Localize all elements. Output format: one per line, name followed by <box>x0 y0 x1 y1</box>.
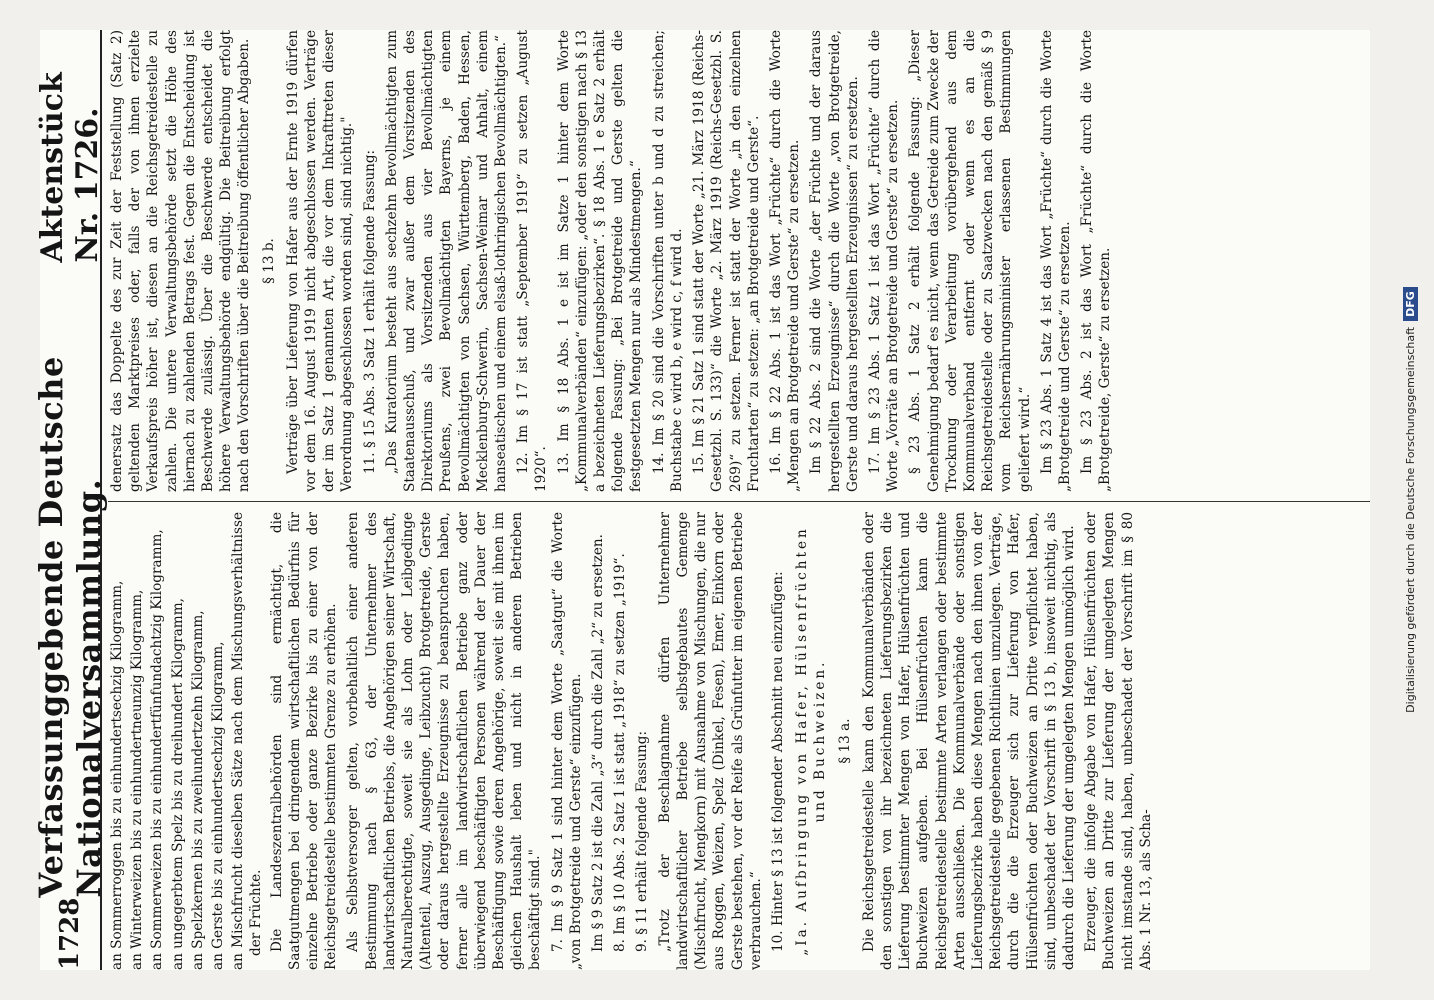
paragraph: § 23 Abs. 1 Satz 2 erhält folgende Fassung: „Dieser Genehmigung bedarf es nicht, wenn das Getreide zum Zwecke der Trocknung oder Verarbeitung vorübergehend aus dem Kommunalverband entfernt oder wenn es an die Reichsgetreidestelle oder zu Saatzwecken nach den gemäß § 9 vom Reichsernährungsminister erlassenen Bestimmungen geliefert wird.“ <box>907 30 1033 492</box>
list-item: an Gerste bis zu einhundertsechzig Kilogramm, <box>210 641 227 970</box>
dfg-logo: DFG <box>1403 287 1418 321</box>
list-item: an ungegerbtem Spelz bis zu dreihundert Kilogramm, <box>169 598 186 970</box>
section-heading: § 13 a. <box>836 718 853 764</box>
digitization-credit <box>1390 10 1430 990</box>
document-page <box>32 30 1370 970</box>
paragraph: 11. § 15 Abs. 3 Satz 1 erhält folgende Fassung: <box>361 149 378 474</box>
column-divider <box>108 501 1370 502</box>
page-header <box>32 30 108 970</box>
document-reference: Aktenstück Nr. 1726. <box>35 72 105 263</box>
paragraph: Im § 22 Abs. 2 sind die Worte „der Früchte und der daraus hergestellten Erzeugnisse“ durch die Worte „von Brotgetreide, Gerste und daraus hergestellten Erzeugnissen“ zu ersetzen. <box>808 30 861 492</box>
paragraph: Die Landeszentralbehörden sind ermächtigt, die Saatgutmengen bei dringendem wirtschaftlichen Bedürfnis für einzelne Betriebe oder ganze Bezirke bis zu einer von der Reichsgetreidestelle bestimmten Grenze zu erhöhen. <box>268 512 340 970</box>
list-item: an Mischfrucht dieselben Sätze nach dem Mischungsverhältnisse der Früchte. <box>230 512 265 970</box>
list-item: an Sommerroggen bis zu einhundertsechzig Kilogramm, <box>109 580 125 970</box>
list-item: an Winterweizen bis zu einhundertneunzig Kilogramm, <box>129 589 146 970</box>
header-title: Verfassunggebende Deutsche Nationalversammlung. <box>32 356 108 898</box>
paragraph: 14. Im § 20 sind die Vorschriften unter b und d zu streichen; Buchstabe c wird b, e wird c, f wird d. <box>650 30 685 492</box>
section-heading: § 13 b. <box>260 238 277 284</box>
list-item: an Spelzkernen bis zu zweihundertzehn Kilogramm, <box>189 610 206 970</box>
paragraph: 9. § 11 erhält folgende Fassung: <box>634 730 651 952</box>
paragraph: Im § 9 Satz 2 ist die Zahl „3“ durch die Zahl „2“ zu ersetzen. <box>590 533 607 952</box>
credit-text: Digitalisierung gefördert durch die Deutsche Forschungsgemeinschaft <box>1403 326 1417 713</box>
paragraph: „Das Kuratorium besteht aus sechzehn Bevollmächtigten zum Staatenausschuß, und zwar außer dem Vorsitzenden des Direktoriums als Vorsitzenden aus vier Bevollmächtigten Preußens, zwei Bevollmächtigten Bayerns, je einem Bevollmächtigten von Sachsen, Württemberg, Baden, Hessen, Mecklenburg-Schwerin, Sachsen-Weimar und Anhalt, einem hanseatischen und einem elsaß-lothringischen Bevollmächtigten.“ <box>383 30 510 492</box>
paragraph: 13. Im § 18 Abs. 1 e ist im Satze 1 hinter dem Worte „Kommunalverbänden“ einzufügen: „oder den sonstigen nach § 13 a bezeichneten Lieferungsbezirken“. § 18 Abs. 1 e Satz 2 erhält folgende Fassung: „Bei Brotgetreide und Gerste gelten die festgesetzten Mengen nur als Mindestmengen.“ <box>555 30 645 492</box>
paragraph: 15. Im § 21 Satz 1 sind statt der Worte „21. März 1918 (Reichs-Gesetzbl. S. 133)“ die Worte „2. März 1919 (Reichs-Gesetzbl. S. 269)“ zu setzen. Ferner ist statt der Worte „in den einzelnen Fruchtarten“ zu setzen: „an Brotgetreide und Gerste“. <box>691 30 762 492</box>
left-column <box>108 512 1370 970</box>
paragraph: denersatz das Doppelte des zur Zeit der Feststellung (Satz 2) geltenden Marktpreises oder, falls der von ihnen erzielte Verkaufspreis höher ist, diesen an die Reichsgetreidestelle zu zahlen. Die untere Verwaltungsbehörde setzt die Höhe des hiernach zu zahlenden Betrags fest. Gegen die Entscheidung ist Beschwerde zulässig. Über die Beschwerde entscheidet die höhere Verwaltungsbehörde endgültig. Die Beitreibung erfolgt nach den Vorschriften über die Beitreibung öffentlicher Abgaben. <box>109 30 253 492</box>
paragraph: 16. Im § 22 Abs. 1 ist das Wort „Früchte“ durch die Worte „Mengen an Brotgetreide und Gerste“ zu ersetzen. <box>767 30 803 492</box>
paragraph: 7. Im § 9 Satz 1 sind hinter dem Worte „Saatgut“ die Worte „von Brotgetreide und Gerste“ einzufügen. <box>549 512 584 970</box>
paragraph: „Trotz der Beschlagnahme dürfen Unternehmer landwirtschaftlicher Betriebe selbstgebautes Gemenge (Mischfrucht, Mengkorn) mit Ausnahme von Mischungen, die nur aus Roggen, Weizen, Spelz (Dinkel, Fesen), Emer, Einkorn oder Gerste bestehen, vor der Reife als Grünfutter im eigenen Betriebe verbrauchen.“ <box>656 512 764 970</box>
paragraph: 8. Im § 10 Abs. 2 Satz 1 ist statt „1918“ zu setzen „1919“. <box>612 553 629 952</box>
paragraph: Im § 23 Abs. 2 ist das Wort „Früchte“ durch die Worte „Brotgetreide, Gerste“ zu ersetzen. <box>1079 30 1114 492</box>
list-item: an Sommerweizen bis zu einhundertfünfundachtzig Kilogramm, <box>149 529 166 970</box>
paragraph: Im § 23 Abs. 1 Satz 4 ist das Wort „Früchte“ durch die Worte „Brotgetreide und Gerste“ zu ersetzen. <box>1038 30 1073 492</box>
section-title: „Ia. Aufbringung von Hafer, Hülsenfrüchten und Buchweizen. <box>794 526 829 956</box>
paragraph: Verträge über Lieferung von Hafer aus der Ernte 1919 dürfen vor dem 16. August 1919 nicht abgeschlossen werden. Verträge der im Satz 1 genannten Art, die vor dem Inkrafttreten dieser Verordnung abgeschlossen worden sind, sind nichtig." <box>284 30 356 492</box>
paragraph: 17. Im § 23 Abs. 1 Satz 1 ist das Wort „Früchte“ durch die Worte „Vorräte an Brotgetreide und Gerste“ zu ersetzen. <box>866 30 902 492</box>
paragraph: 10. Hinter § 13 ist folgender Abschnitt neu einzufügen: <box>769 571 786 952</box>
page-number: 1728 <box>55 897 85 970</box>
paragraph: Erzeuger, die infolge Abgabe von Hafer, Hülsenfrüchten oder Buchweizen an Dritte zur Lieferung der umgelegten Mengen nicht imstande sind, haben, unbeschadet der Vorschrift im § 80 Abs. 1 Nr. 13, als Scha- <box>1083 512 1154 970</box>
paragraph: Die Reichsgetreidestelle kann den Kommunalverbänden oder den sonstigen von ihr bezeichneten Lieferungsbezirken die Lieferung bestimmter Mengen von Hafer, Hülsenfrüchten und Buchweizen aufgeben. Bei Hülsenfrüchten kann die Reichsgetreidestelle bestimmte Arten verlangen oder bestimmte Arten ausschließen. Die Kommunalverbände oder sonstigen Lieferungsbezirke haben diese Mengen nach den ihnen von der Reichsgetreidestelle gegebenen Richtlinien umzulegen. Verträge, durch die die Erzeuger sich zur Lieferung von Hafer, Hülsenfrüchten oder Buchweizen an Dritte verpflichtet haben, sind, unbeschadet der Vorschrift in § 13 b, insoweit nichtig, als dadurch die Lieferung der umgelegten Mengen unmöglich wird. <box>860 512 1077 970</box>
right-column <box>108 30 1370 492</box>
paragraph: Als Selbstversorger gelten, vorbehaltlich einer anderen Bestimmung nach § 63, der Unternehmer des landwirtschaftlichen Betriebs, die Angehörigen seiner Wirtschaft, Naturalberechtigte, soweit sie als Lohn oder Leibgedinge (Altenteil, Auszug, Ausgedinge, Leibzucht) Brotgetreide, Gerste oder daraus hergestellte Erzeugnisse zu beanspruchen haben, ferner alle im landwirtschaftlichen Betriebe ganz oder überwiegend beschäftigten Personen während der Dauer der Beschäftigung sowie deren Angehörige, soweit sie mit ihnen im gleichen Haushalt leben und nicht in anderen Betrieben beschäftigt sind." <box>345 512 544 970</box>
paragraph: 12. Im § 17 ist statt „September 1919“ zu setzen „August 1920“. <box>515 30 550 492</box>
